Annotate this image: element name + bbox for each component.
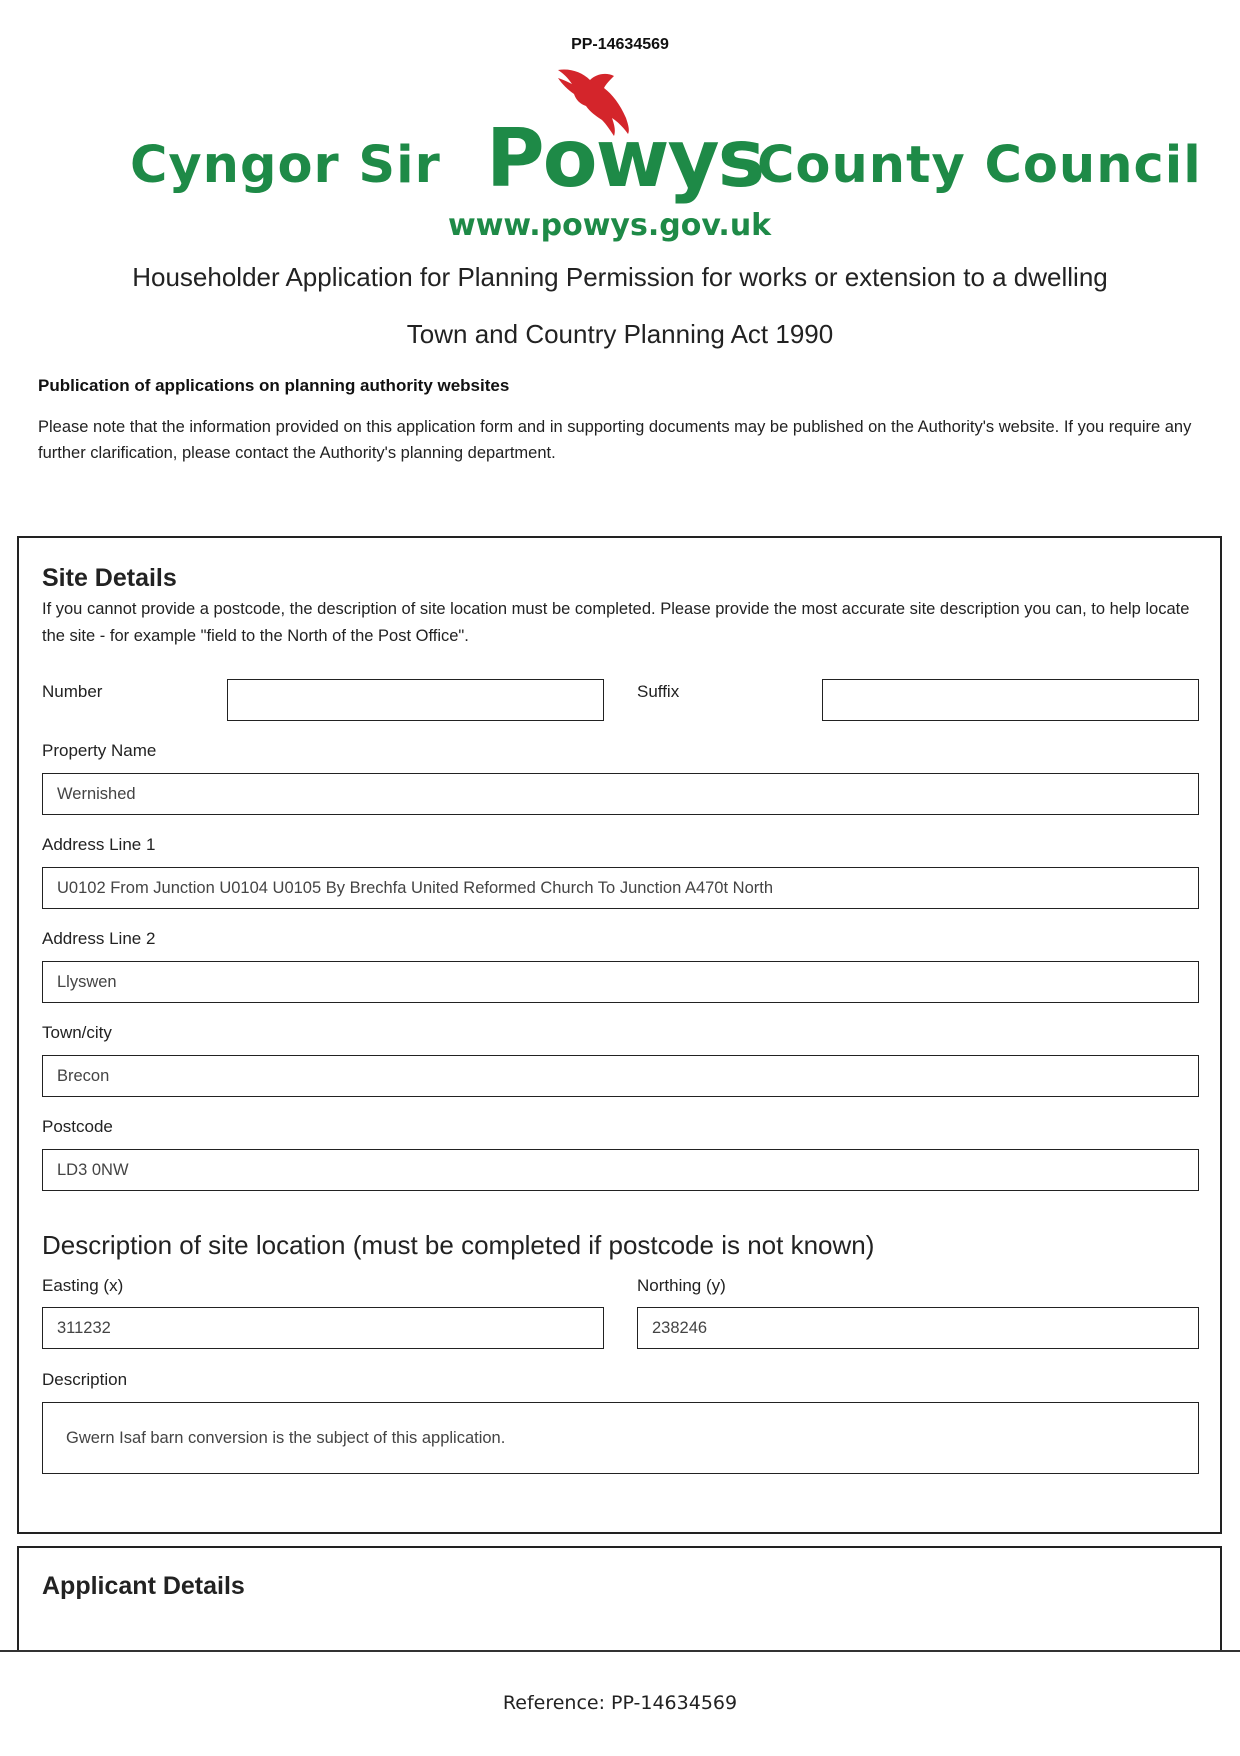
reference-number-top: PP-14634569 [571,36,669,53]
easting-label: Easting (x) [42,1276,124,1295]
footer-reference: Reference: PP-14634569 [502,1692,738,1714]
postcode-label: Postcode [42,1117,113,1136]
site-details-heading: Site Details [42,564,177,592]
northing-label: Northing (y) [637,1276,726,1295]
property-name-input[interactable]: Wernished [42,773,1199,815]
suffix-input[interactable] [822,679,1199,721]
logo-powys-text: Powys [486,112,764,205]
town-city-input[interactable]: Brecon [42,1055,1199,1097]
council-website-link[interactable]: www.powys.gov.uk [448,208,772,243]
site-location-heading: Description of site location (must be completed if postcode is not known) [42,1230,875,1260]
logo-english-text: County Council [757,136,1202,195]
logo-welsh-text: Cyngor Sir [130,136,441,195]
description-textarea[interactable]: Gwern Isaf barn conversion is the subject of this application. [42,1402,1199,1474]
suffix-label: Suffix [637,682,680,701]
address-line-2-label: Address Line 2 [42,929,156,948]
easting-input[interactable]: 311232 [42,1307,604,1349]
applicant-details-section [17,1546,1222,1666]
form-subtitle-act: Town and Country Planning Act 1990 [406,319,834,349]
town-city-label: Town/city [42,1023,112,1042]
description-label: Description [42,1370,128,1389]
postcode-input[interactable]: LD3 0NW [42,1149,1199,1191]
publication-heading: Publication of applications on planning authority websites [38,376,510,395]
northing-input[interactable]: 238246 [637,1307,1199,1349]
property-name-label: Property Name [42,741,157,760]
number-input[interactable] [227,679,604,721]
site-details-intro: If you cannot provide a postcode, the description of site location must be completed. Please provide the most accurate site description you can, to help locate the site - for example "field to the North of the Post Office". [42,600,1190,645]
address-line-2-input[interactable]: Llyswen [42,961,1199,1003]
address-line-1-input[interactable]: U0102 From Junction U0104 U0105 By Brechfa United Reformed Church To Junction A470t North [42,867,1199,909]
applicant-details-heading: Applicant Details [42,1572,245,1600]
site-details-section [17,536,1222,1534]
form-title: Householder Application for Planning Permission for works or extension to a dwelling [132,262,1108,292]
number-label: Number [42,682,103,701]
publication-notice: Please note that the information provided on this application form and in supporting documents may be published on the Authority's website. If you require any further clarification, please contact the Authority's planning department. [38,418,1192,462]
address-line-1-label: Address Line 1 [42,835,156,854]
